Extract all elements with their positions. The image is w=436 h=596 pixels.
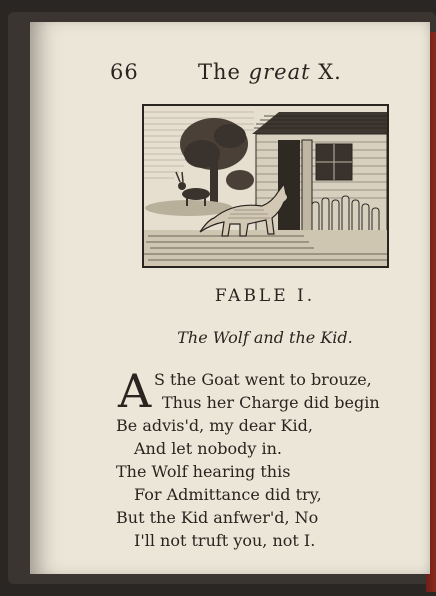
verse-line: But the Kid anfwer'd, No [116, 508, 319, 527]
dropcap: A [118, 364, 152, 418]
book-page [30, 22, 430, 574]
verse-line: For Admittance did try, [134, 485, 322, 504]
fable-number: FABLE I. [214, 286, 316, 306]
verse-line: And let nobody in. [134, 439, 282, 458]
verse-line: Thus her Charge did begin [162, 393, 380, 412]
running-head-word-3: X. [318, 60, 342, 84]
verse-line: The Wolf hearing this [116, 462, 291, 481]
running-head-word-2: great [248, 60, 311, 84]
verse-line: I'll not truft you, not I. [134, 531, 316, 550]
page-number: 66 [110, 60, 139, 84]
verse-line: S the Goat went to brouze, [154, 370, 372, 389]
running-head-title [198, 60, 342, 84]
fable-title: The Wolf and the Kid. [177, 328, 353, 347]
verse-line: Be advis'd, my dear Kid, [116, 416, 313, 435]
running-head-word-1: The [198, 60, 241, 84]
woodcut-illustration [142, 104, 389, 268]
woodcut-drawing [144, 106, 387, 266]
